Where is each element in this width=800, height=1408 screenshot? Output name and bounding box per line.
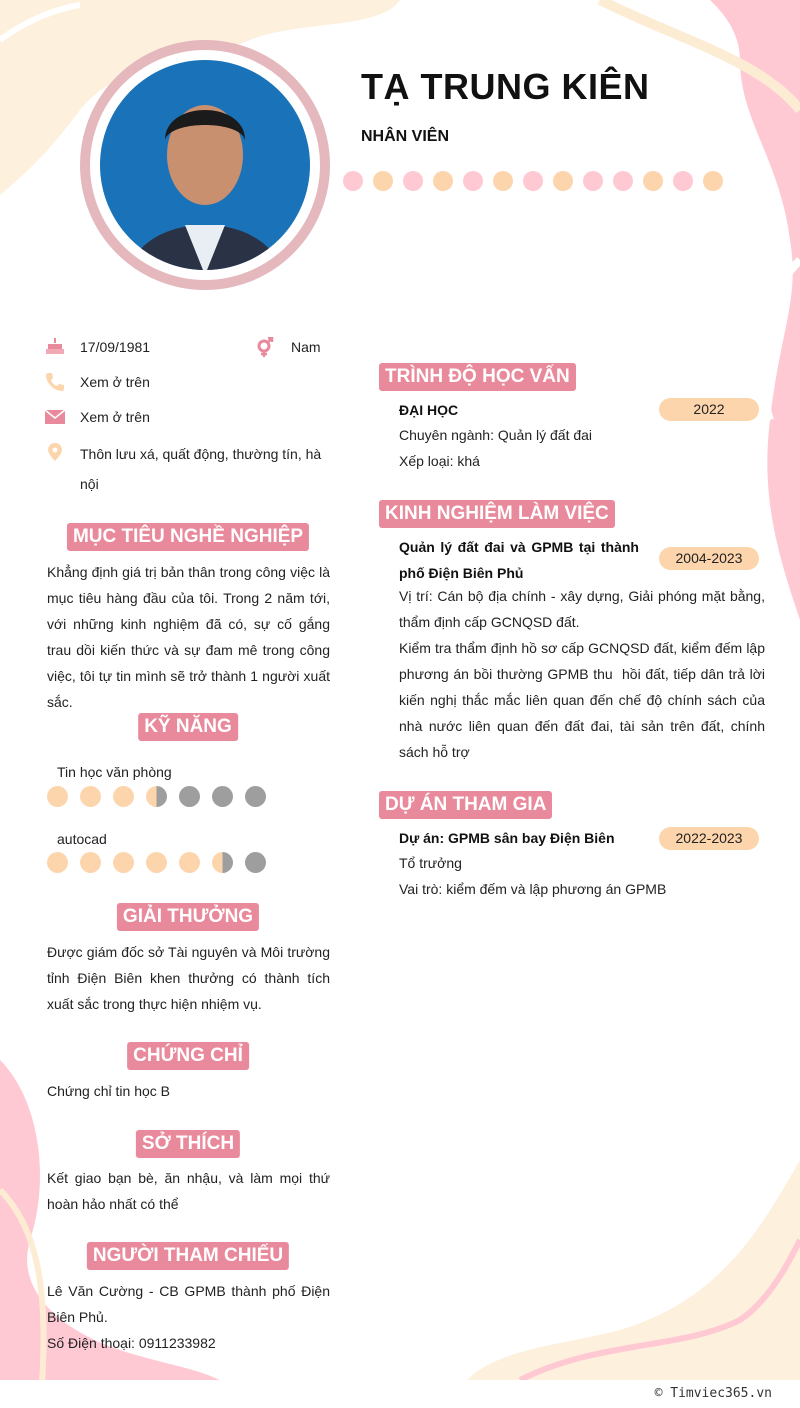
email-icon (45, 407, 65, 427)
awards-text: Được giám đốc sở Tài nguyên và Môi trường tỉnh Điện Biên khen thưởng có thành tích xuất sắc trong thực hiện nhiệm vụ. (47, 944, 330, 1012)
email-info (45, 407, 150, 427)
decorative-dot (373, 171, 393, 191)
experience-period: 2004-2023 (659, 547, 759, 570)
certificates-heading: CHỨNG CHỈ (127, 1042, 249, 1070)
skill-name: autocad (57, 831, 107, 847)
skill-dot (113, 786, 134, 807)
hobbies-heading: SỞ THÍCH (136, 1130, 240, 1158)
skill-dot (113, 852, 134, 873)
skill-dot (47, 852, 68, 873)
gender-icon (255, 337, 275, 357)
experience-position: Vị trí: Cán bộ địa chính - xây dựng, Giải phóng mặt bằng, thẩm định cấp GCNQSD đất. (399, 588, 765, 630)
decorative-dot (583, 171, 603, 191)
project-description: Vai trò: kiểm đếm và lập phương án GPMB (399, 881, 667, 897)
decorative-dot (613, 171, 633, 191)
decorative-dot (493, 171, 513, 191)
decorative-dot (343, 171, 363, 191)
decorative-dot (673, 171, 693, 191)
skill-dot (80, 786, 101, 807)
skill-dot (212, 852, 233, 873)
skills-heading: KỸ NĂNG (138, 713, 238, 741)
decorative-dot (703, 171, 723, 191)
decorative-dot (403, 171, 423, 191)
phone-info (45, 372, 150, 392)
birthday-value: 17/09/1981 (80, 339, 151, 355)
phone-icon (45, 372, 65, 392)
reference-phone: Số Điện thoại: 0911233982 (47, 1335, 216, 1351)
birthday-info (45, 337, 150, 357)
email-value: Xem ở trên (80, 409, 150, 425)
experience-role: Quản lý đất đai và GPMB tại thành phố Điện Biên Phủ (399, 539, 639, 581)
birthday-cake-icon (45, 337, 65, 357)
project-period: 2022-2023 (659, 827, 759, 850)
footer-copyright: © Timviec365.vn (0, 1380, 800, 1408)
skill-dot (212, 786, 233, 807)
objective-text: Khẳng định giá trị bản thân trong công việc là mục tiêu hàng đầu của tôi. Trong 2 năm tới, với những kinh nghiệm đã có, sự cố gắng trau dồi kiến thức và sự đam mê trong công việc, tôi tự tin mình sẽ trở thành 1 người xuất sắc. (47, 564, 330, 710)
decorative-dot (523, 171, 543, 191)
skill-dot (146, 786, 167, 807)
education-heading: TRÌNH ĐỘ HỌC VẤN (379, 363, 576, 391)
skill-rating (47, 786, 266, 807)
phone-value: Xem ở trên (80, 374, 150, 390)
education-year: 2022 (659, 398, 759, 421)
project-name: Dự án: GPMB sân bay Điện Biên (399, 830, 615, 846)
skill-dot (179, 852, 200, 873)
gender-info (255, 337, 321, 357)
project-role: Tổ trưởng (399, 855, 462, 871)
education-degree: ĐẠI HỌC (399, 402, 459, 418)
decorative-dot (433, 171, 453, 191)
reference-contact: Lê Văn Cường - CB GPMB thành phố Điện Biên Phủ. (47, 1283, 330, 1325)
skill-dot (47, 786, 68, 807)
skill-dot (80, 852, 101, 873)
decorative-dot (553, 171, 573, 191)
objective-heading: MỤC TIÊU NGHỀ NGHIỆP (67, 523, 309, 551)
education-major: Chuyên ngành: Quản lý đất đai (399, 427, 593, 443)
blob-bottom-right (450, 1160, 800, 1408)
skill-dot (146, 852, 167, 873)
experience-heading: KINH NGHIỆM LÀM VIỆC (379, 500, 615, 528)
job-position: NHÂN VIÊN (361, 128, 450, 145)
avatar (80, 40, 330, 290)
skill-dot (245, 852, 266, 873)
candidate-name: TẠ TRUNG KIÊN (361, 66, 650, 107)
decorative-dots (343, 171, 723, 191)
skill-rating (47, 852, 266, 873)
decorative-dot (463, 171, 483, 191)
projects-heading: DỰ ÁN THAM GIA (379, 791, 552, 819)
location-pin-icon (45, 442, 65, 462)
skill-name: Tin học văn phòng (57, 764, 172, 780)
references-heading: NGƯỜI THAM CHIẾU (87, 1242, 289, 1270)
hobbies-text: Kết giao bạn bè, ăn nhậu, và làm mọi thứ hoàn hảo nhất có thể (47, 1170, 330, 1212)
skill-dot (245, 786, 266, 807)
awards-heading: GIẢI THƯỞNG (117, 903, 259, 931)
skill-dot (179, 786, 200, 807)
decorative-dot (643, 171, 663, 191)
experience-description: Kiểm tra thẩm định hồ sơ cấp GCNQSD đất, kiểm đếm lập phương án bồi thường GPMB thu hồi đất, tiếp dân trả lời kiến nghị thắc mắc liên quan đến chế độ chính sách của nhà nước liên quan đến đất đai, tài sản trên đất, chính sách hỗ trợ (399, 640, 769, 760)
certificates-text: Chứng chỉ tin học B (47, 1083, 170, 1099)
education-grade: Xếp loại: khá (399, 453, 480, 469)
address-value: Thôn lưu xá, quất động, thường tín, hà nội (80, 446, 322, 492)
gender-value: Nam (291, 339, 321, 355)
